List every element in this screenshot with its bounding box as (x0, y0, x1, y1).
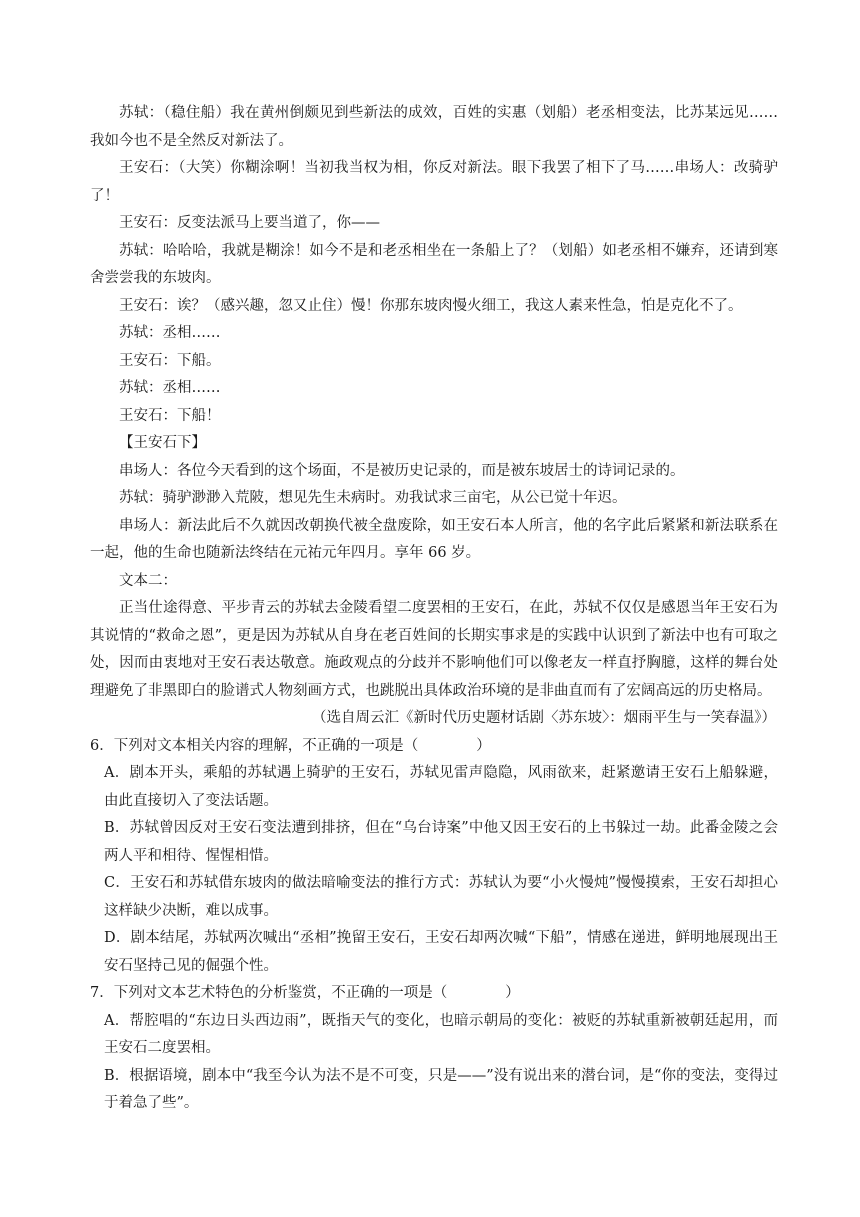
script-line: 王安石：反变法派马上要当道了，你—— (119, 215, 380, 231)
script-line: 王安石：诶？（感兴趣，忽又止住）慢！你那东坡肉慢火细工，我这人素来性急，怕是克化不了。 (119, 297, 743, 314)
stage-direction: 【王安石下】 (119, 435, 206, 451)
script-line: 串场人：新法此后不久就因改朝换代被全盘废除，如王安石本人所言，他的名字此后紧紧和新法联系在一起，他的生命也随新法终结在元祐元年四月。享年 66 岁。 (90, 517, 778, 561)
page-content (90, 100, 778, 1118)
script-line: 苏轼：哈哈哈，我就是糊涂！如今不是和老丞相坐在一条船上了？（划船）如老丞相不嫌弃，还请到寒舍尝尝我的东坡肉。 (90, 242, 778, 286)
question-6-option-b: B．苏轼曾因反对王安石变法遭到排挤，但在“乌台诗案”中他又因王安石的上书躲过一劫。此番金陵之会两人平和相待、惺惺相惜。 (104, 820, 778, 864)
script-line: 苏轼：丞相…… (119, 380, 221, 396)
script-line: 苏轼：骑驴渺渺入荒陂，想见先生未病时。劝我试求三亩宅，从公已觉十年迟。 (119, 490, 627, 506)
question-6-option-c: C．王安石和苏轼借东坡肉的做法暗喻变法的推行方式：苏轼认为要“小火慢炖”慢慢摸索，王安石却担心这样缺少决断，难以成事。 (104, 875, 778, 919)
script-line: 王安石：（大笑）你糊涂啊！当初我当权为相，你反对新法。眼下我罢了相下了马……串场人：改骑驴了！ (90, 160, 778, 204)
question-7-stem: 7．下列对文本艺术特色的分析鉴赏，不正确的一项是（ ） (90, 985, 520, 1001)
question-7-option-a: A．帮腔唱的“东边日头西边雨”，既指天气的变化，也暗示朝局的变化：被贬的苏轼重新被朝廷起用，而王安石二度罢相。 (104, 1012, 778, 1056)
text2-paragraph: 正当仕途得意、平步青云的苏轼去金陵看望二度罢相的王安石，在此，苏轼不仅仅是感恩当年王安石为其说情的“救命之恩”，更是因为苏轼从自身在老百姓间的长期实事求是的实践中认识到了新法中也有可取之处，因而由衷地对王安石表达敬意。施政观点的分歧并不影响他们可以像老友一样直抒胸臆，这样的舞台处理避免了非黑即白的脸谱式人物刻画方式，也跳脱出具体政治环境的是非曲直而有了宏阔高远的历史格局。 (90, 600, 778, 699)
question-6-option-d: D．剧本结尾，苏轼两次喊出“丞相”挽留王安石，王安石却两次喊“下船”，情感在递进，鲜明地展现出王安石坚持己见的倔强个性。 (104, 930, 778, 974)
script-line: 王安石：下船。 (119, 352, 221, 369)
text2-heading: 文本二： (119, 572, 177, 589)
script-line: 苏轼：（稳住船）我在黄州倒颇见到些新法的成效，百姓的实惠（划船）老丞相变法，比苏某远见……我如今也不是全然反对新法了。 (90, 105, 778, 149)
question-7-option-b: B．根据语境，剧本中“我至今认为法不是不可变，只是——”没有说出来的潜台词，是“你的变法，变得过于着急了些”。 (104, 1067, 778, 1111)
script-line: 苏轼：丞相…… (119, 325, 221, 341)
script-line: 王安石：下船！ (119, 407, 221, 424)
question-6-stem: 6．下列对文本相关内容的理解，不正确的一项是（ ） (90, 737, 491, 754)
source-citation: （选自周云汇《新时代历史题材话剧〈苏东坡〉：烟雨平生与一笑春温》） (312, 710, 776, 726)
script-line: 串场人：各位今天看到的这个场面，不是被历史记录的，而是被东坡居士的诗词记录的。 (119, 462, 685, 479)
question-6-option-a: A．剧本开头，乘船的苏轼遇上骑驴的王安石，苏轼见雷声隐隐，风雨欲来，赶紧邀请王安石上船躲避，由此直接切入了变法话题。 (104, 765, 778, 809)
